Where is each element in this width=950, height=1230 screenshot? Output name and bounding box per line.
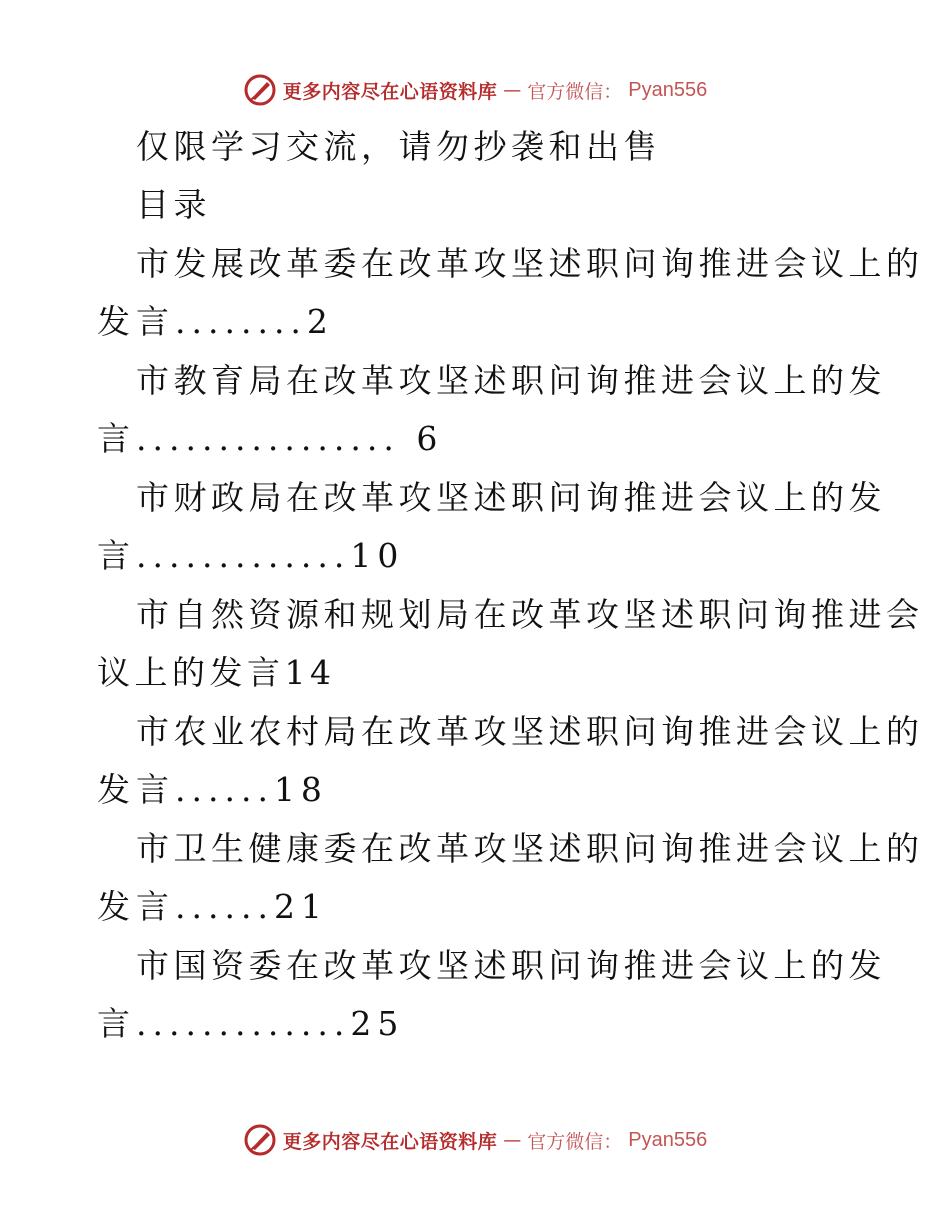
footer-wechat-label: 官方微信：: [527, 1130, 623, 1153]
quill-pen-circle-icon: [243, 1123, 277, 1157]
banner-dash: —: [503, 79, 522, 101]
toc-entry-5-line1: 市农业农村局在改革攻坚述职问询推进会议上的: [136, 712, 924, 751]
toc-entry-2-line1: 市教育局在改革攻坚述职问询推进会议上的发: [136, 361, 886, 400]
banner-wechat-label: 官方微信：: [527, 80, 623, 103]
header-banner: [0, 70, 950, 110]
banner-wechat-id: Pyan556: [628, 78, 708, 101]
toc-entry-1-line2: 发言........2: [97, 302, 334, 341]
footer-dash: —: [503, 1129, 522, 1151]
toc-entry-6-line2: 发言......21: [97, 887, 328, 926]
toc-entry-4-line1: 市自然资源和规划局在改革攻坚述职问询推进会: [136, 595, 924, 634]
toc-entry-5-line2: 发言......18: [97, 770, 328, 809]
toc-entry-3-line1: 市财政局在改革攻坚述职问询推进会议上的发: [136, 478, 886, 517]
toc-entry-3-line2: 言.............10: [97, 536, 405, 575]
toc-entry-1-line1: 市发展改革委在改革攻坚述职问询推进会议上的: [136, 244, 924, 283]
banner-promo-text: 更多内容尽在心语资料库: [282, 80, 498, 103]
toc-entry-7-line2: 言.............25: [97, 1004, 405, 1043]
toc-title: 目录: [136, 185, 211, 224]
usage-notice: 仅限学习交流，请勿抄袭和出售: [136, 127, 661, 166]
toc-entry-6-line1: 市卫生健康委在改革攻坚述职问询推进会议上的: [136, 829, 924, 868]
footer-banner: [0, 1120, 950, 1160]
footer-promo-text: 更多内容尽在心语资料库: [282, 1130, 498, 1153]
toc-entry-4-line2: 议上的发言14: [97, 653, 336, 692]
toc-entry-7-line1: 市国资委在改革攻坚述职问询推进会议上的发: [136, 946, 886, 985]
toc-entry-2-line2: 言................ 6: [97, 419, 444, 458]
footer-wechat-id: Pyan556: [628, 1128, 708, 1151]
quill-pen-circle-icon: [243, 73, 277, 107]
